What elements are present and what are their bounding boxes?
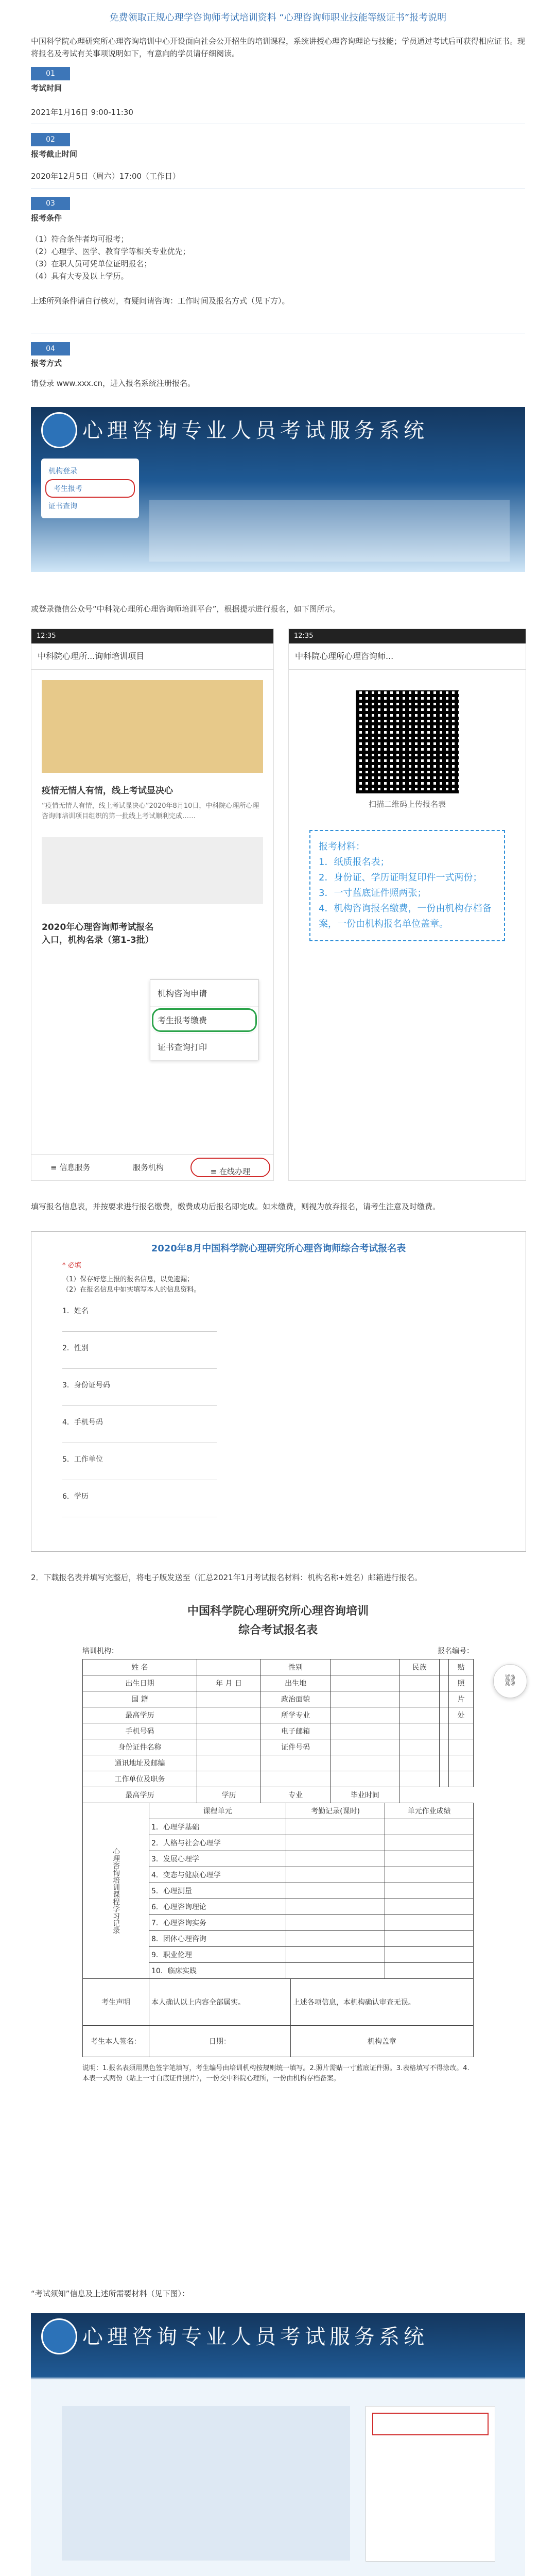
org-statement: 上述各项信息，本机构确认审查无误。	[290, 1979, 473, 2026]
sign-label: 考生本人签名：	[83, 2026, 149, 2057]
banner-content-area	[62, 2406, 350, 2561]
form2-cell: 贴	[449, 1659, 474, 1675]
note-item: 1．纸质报名表；	[319, 857, 390, 868]
field-label: 2．性别	[62, 1344, 89, 1352]
form2-cell: 通讯地址及邮编	[83, 1755, 197, 1771]
link-icon: ⛓	[503, 1674, 517, 1687]
app-title: 中科院心理所心理咨询师...	[289, 643, 526, 670]
form2-cell	[439, 1675, 449, 1691]
form2-cell: 国 籍	[83, 1691, 197, 1707]
course-name: 1．心理学基础	[149, 1819, 286, 1835]
statement-text: 本人确认以上内容全部属实。	[149, 1979, 291, 2026]
field-label: 6．学历	[62, 1493, 89, 1501]
course-side-label: 心理咨询培训课程学习记录	[83, 1803, 149, 1979]
form2-cell: 年 月 日	[197, 1675, 260, 1691]
field-label: 4．手机号码	[62, 1418, 103, 1427]
required-note: * 必填	[62, 1262, 81, 1269]
form2-meta	[82, 1646, 474, 1656]
menu-item[interactable]: 证书查询打印	[158, 1042, 207, 1052]
form2-cell	[331, 1771, 400, 1787]
form2-title: 中国科学院心理研究所心理咨询培训	[187, 1605, 369, 1618]
form2-cell: 手机号码	[83, 1723, 197, 1739]
form2-cell	[399, 1771, 439, 1787]
submit-instructions: 填写报名信息表，并按要求进行报名缴费，缴费成功后报名即完成。如未缴费，则视为放弃报名，请考生注意及时缴费。	[31, 1202, 441, 1211]
course-header-row	[83, 1803, 474, 1819]
banner-image-area	[149, 500, 510, 562]
field-label: 1．姓名	[62, 1307, 89, 1315]
form2-cell	[399, 1723, 439, 1739]
course-cell	[286, 1851, 385, 1867]
wechat-instructions: 或登录微信公众号“中科院心理所心理咨询师培训平台”，根据提示进行报名，如下图所示。	[31, 604, 340, 614]
course-name: 3．发展心理学	[149, 1851, 286, 1867]
form2-cell	[197, 1691, 260, 1707]
field-label: 3．身份证号码	[62, 1381, 110, 1389]
form2-cell: 身份证件名称	[83, 1739, 197, 1755]
section-heading: 报考条件	[31, 213, 62, 223]
form2-row	[83, 1723, 474, 1739]
form2-cell	[331, 1659, 400, 1675]
form-field	[62, 1343, 495, 1380]
form2-cell	[439, 1691, 449, 1707]
course-cell	[385, 1867, 474, 1883]
section-tag: 02	[31, 133, 70, 146]
logo-icon	[41, 412, 77, 448]
id-input[interactable]	[62, 1405, 217, 1406]
menu-item-highlighted[interactable]: 考生报考缴费	[150, 1007, 258, 1033]
logo-icon	[41, 2318, 77, 2354]
requirements-text: （1）符合条件者均可报考； （2）心理学、医学、教育学等相关专业优先； （3）在职人员可凭单位证明报名； （4）具有大专及以上学历。 上述所列条件请自行核对，有疑问请咨询：工作时间及报名方式（见下方）。	[31, 234, 290, 306]
form2-cell	[449, 1723, 474, 1739]
statement-label: 考生声明	[83, 1979, 149, 2026]
form-field	[62, 1491, 495, 1528]
form-note: （2）在报名信息中如实填写本人的信息资料。	[62, 1286, 201, 1294]
banner-title: 心理咨询专业人员考试服务系统	[82, 419, 428, 443]
form2-cell: 处	[449, 1707, 474, 1723]
form-fields	[62, 1306, 495, 1528]
form2-cell	[331, 1691, 400, 1707]
promo-image	[42, 680, 263, 773]
status-bar: 12:35	[289, 629, 526, 643]
section-tag: 01	[31, 67, 70, 80]
gender-input[interactable]	[62, 1368, 217, 1369]
qr-caption: 扫描二维码上传报名表	[368, 800, 446, 809]
form2-row	[83, 1691, 474, 1707]
form2-cell	[197, 1771, 260, 1787]
phone-screenshot-left	[31, 629, 274, 1181]
menu-item[interactable]: 证书查询	[48, 502, 77, 511]
course-name: 8．团体心理咨询	[149, 1931, 286, 1947]
form2-cell	[399, 1675, 439, 1691]
form2-cell	[197, 1739, 260, 1755]
form2-cell: 照	[449, 1675, 474, 1691]
form2-cell	[197, 1755, 260, 1771]
paper-registration-form	[82, 1602, 474, 2267]
note-item: 3．一寸蓝底证件照两张；	[319, 888, 427, 899]
page-title: 免费领取正规心理学咨询师考试培训资料 “心理咨询师职业技能等级证书”报考说明	[109, 12, 447, 23]
menu-item-highlighted[interactable]: 考生报考	[45, 479, 135, 498]
course-cell	[286, 1835, 385, 1851]
menu-item[interactable]: 机构登录	[48, 467, 77, 476]
form2-cell	[399, 1691, 439, 1707]
course-name: 10．临床实践	[149, 1963, 286, 1979]
highlight-box	[372, 2413, 489, 2435]
form2-cell	[439, 1659, 449, 1675]
form2-cell	[449, 1755, 474, 1771]
form2-cell: 最高学历	[83, 1707, 197, 1723]
course-cell	[286, 1883, 385, 1899]
banner-side-panel	[366, 2406, 495, 2562]
form2-cell	[439, 1739, 449, 1755]
menu-item[interactable]: 机构咨询申请	[150, 980, 258, 1007]
form-field	[62, 1306, 495, 1343]
form2-cell: 出生日期	[83, 1675, 197, 1691]
promo-text: “疫情无情人有情，线上考试显决心”2020年8月10日，中科院心理所心理咨询师培训项目组织的第一批线上考试顺利完成……	[42, 802, 259, 820]
form-field	[62, 1417, 495, 1454]
form2-cell	[439, 1771, 449, 1787]
promo-image-2	[42, 837, 263, 904]
form2-cell	[197, 1659, 260, 1675]
course-cell	[385, 1899, 474, 1915]
section-03	[31, 197, 525, 223]
exam-system-banner	[31, 407, 525, 572]
course-cell	[286, 1915, 385, 1931]
promo-heading-2: 2020年心理咨询师考试报名入口，机构名录（第1-3批）	[42, 922, 154, 945]
education-cell: 最高学历	[83, 1787, 197, 1803]
form2-row	[83, 1755, 474, 1771]
tab-service[interactable]: 服务机构	[132, 1163, 164, 1172]
form-field	[62, 1454, 495, 1491]
course-header: 考勤记录(课时)	[286, 1803, 385, 1819]
name-input[interactable]	[62, 1331, 217, 1332]
section-heading: 考试时间	[31, 83, 62, 93]
form2-cell: 姓 名	[83, 1659, 197, 1675]
qr-code	[356, 690, 459, 793]
education-cell: 学历	[197, 1787, 260, 1803]
form2-cell	[439, 1707, 449, 1723]
bottom-tab-bar	[31, 1154, 273, 1180]
section-tag: 04	[31, 342, 70, 355]
form2-cell: 性别	[261, 1659, 331, 1675]
status-bar: 12:35	[31, 629, 273, 643]
education-cell: 专业	[261, 1787, 331, 1803]
form-title: 2020年8月中国科学院心理研究所心理咨询师综合考试报名表	[151, 1243, 406, 1254]
share-button[interactable]	[493, 1664, 527, 1698]
form2-footnote: 说明：1.报名表须用黑色签字笔填写，考生编号由培训机构按规则统一填写。2.照片需贴一寸蓝底证件照。3.表格填写不得涂改。4.本表一式两份（贴上一寸白底证件照片），一份交中科院心理所，一份由机构存档备案。	[82, 2064, 470, 2082]
banner-title: 心理咨询专业人员考试服务系统	[82, 2325, 428, 2349]
course-header: 课程单元	[149, 1803, 286, 1819]
section-04	[31, 342, 525, 368]
form2-cell	[449, 1739, 474, 1755]
form2-cell	[439, 1723, 449, 1739]
course-cell	[385, 1819, 474, 1835]
course-table	[82, 1803, 474, 1979]
exam-system-banner-2	[31, 2313, 525, 2576]
sign-date: 日期：	[149, 2026, 291, 2057]
note-item: 4．机构咨询报名缴费，一份由机构存档备案，一份由机构报名单位盖章。	[319, 903, 492, 929]
note-item: 2．身份证、学历证明复印件一式两份；	[319, 872, 482, 883]
org-sign: 机构盖章	[290, 2026, 473, 2057]
course-cell	[286, 1867, 385, 1883]
course-header: 单元作业成绩	[385, 1803, 474, 1819]
section-tag: 03	[31, 197, 70, 210]
education-row	[83, 1787, 474, 1803]
promo-heading: 疫情无情人有情，线上考试显决心	[42, 786, 173, 796]
app-title: 中科院心理所...询师培训项目	[31, 643, 273, 670]
course-name: 6．心理咨询理论	[149, 1899, 286, 1915]
form2-cell: 民族	[399, 1659, 439, 1675]
intro-text: 中国科学院心理研究所心理咨询培训中心开设面向社会公开招生的培训课程，系统讲授心理咨询理论与技能；学员通过考试后可获得相应证书。现将报名及考试有关事项说明如下，有意向的学员请仔细阅读。	[31, 37, 526, 58]
course-name: 2．人格与社会心理学	[149, 1835, 286, 1851]
org-label: 培训机构：	[82, 1647, 118, 1655]
form2-cell: 出生地	[261, 1675, 331, 1691]
form2-row	[83, 1659, 474, 1675]
course-cell	[286, 1963, 385, 1979]
tab-online[interactable]: ≡ 在线办理	[190, 1158, 270, 1177]
number-label: 报名编号：	[438, 1647, 474, 1655]
course-cell	[385, 1947, 474, 1963]
form2-cell	[439, 1755, 449, 1771]
form2-cell	[261, 1771, 331, 1787]
course-cell	[286, 1931, 385, 1947]
form2-cell	[399, 1755, 439, 1771]
form2-cell	[261, 1755, 331, 1771]
section-heading: 报考方式	[31, 359, 62, 368]
notes-box	[309, 830, 505, 941]
exam-time-text: 2021年1月16日 9:00-11:30	[31, 108, 133, 117]
course-cell	[385, 1851, 474, 1867]
section-heading: 报考截止时间	[31, 149, 78, 159]
form2-cell	[331, 1755, 400, 1771]
tab-info[interactable]: ≡ 信息服务	[50, 1163, 91, 1172]
course-name: 7．心理咨询实务	[149, 1915, 286, 1931]
form2-cell	[331, 1675, 400, 1691]
education-cell: 毕业时间	[331, 1787, 400, 1803]
course-cell	[286, 1819, 385, 1835]
form2-cell: 电子邮箱	[261, 1723, 331, 1739]
banner-menu	[41, 459, 139, 518]
form2-cell	[399, 1739, 439, 1755]
section-02	[31, 133, 525, 159]
notes-title: 报考材料：	[319, 841, 365, 852]
online-form	[31, 1231, 526, 1552]
field-label: 5．工作单位	[62, 1455, 103, 1464]
course-name: 9．职业伦理	[149, 1947, 286, 1963]
deadline-text: 2020年12月5日（周六）17:00（工作日）	[31, 172, 181, 181]
course-cell	[385, 1931, 474, 1947]
form2-row	[83, 1707, 474, 1723]
form2-cell: 证件号码	[261, 1739, 331, 1755]
popup-menu	[150, 979, 259, 1060]
method-text: 请登录 www.xxx.cn，进入报名系统注册报名。	[31, 379, 196, 388]
form2-cell	[331, 1723, 400, 1739]
section-01	[31, 67, 525, 93]
form2-subtitle: 综合考试报名表	[238, 1624, 318, 1637]
form2-cell: 工作单位及职务	[83, 1771, 197, 1787]
course-cell	[286, 1899, 385, 1915]
form2-cell	[449, 1771, 474, 1787]
form2-cell	[331, 1707, 400, 1723]
form2-row	[83, 1771, 474, 1787]
course-cell	[385, 1835, 474, 1851]
form2-table	[82, 1659, 474, 1803]
phone-screenshot-right	[288, 629, 526, 1181]
form2-cell	[197, 1723, 260, 1739]
form2-cell	[331, 1739, 400, 1755]
form-notes	[62, 1275, 495, 1295]
form-note: （1）保存好您上报的报名信息，以免遗漏；	[62, 1276, 194, 1283]
form2-row	[83, 1675, 474, 1691]
course-name: 5．心理测量	[149, 1883, 286, 1899]
form2-row	[83, 1739, 474, 1755]
form2-cell: 片	[449, 1691, 474, 1707]
course-cell	[385, 1915, 474, 1931]
form2-cell	[197, 1707, 260, 1723]
course-cell	[286, 1947, 385, 1963]
course-cell	[385, 1963, 474, 1979]
exam-notice-text: “考试须知”信息及上述所需要材料（见下图）：	[31, 2289, 190, 2298]
form2-cell: 政治面貌	[261, 1691, 331, 1707]
form2-cell	[399, 1707, 439, 1723]
form2-cell: 所学专业	[261, 1707, 331, 1723]
form-field	[62, 1380, 495, 1417]
course-cell	[385, 1883, 474, 1899]
course-name: 4．变态与健康心理学	[149, 1867, 286, 1883]
statement-table	[82, 1978, 474, 2057]
download-form-instructions: 2．下载报名表并填写完整后，将电子版发送至（汇总2021年1月考试报名材料：机构名称+姓名）邮箱进行报名。	[31, 1573, 422, 1582]
